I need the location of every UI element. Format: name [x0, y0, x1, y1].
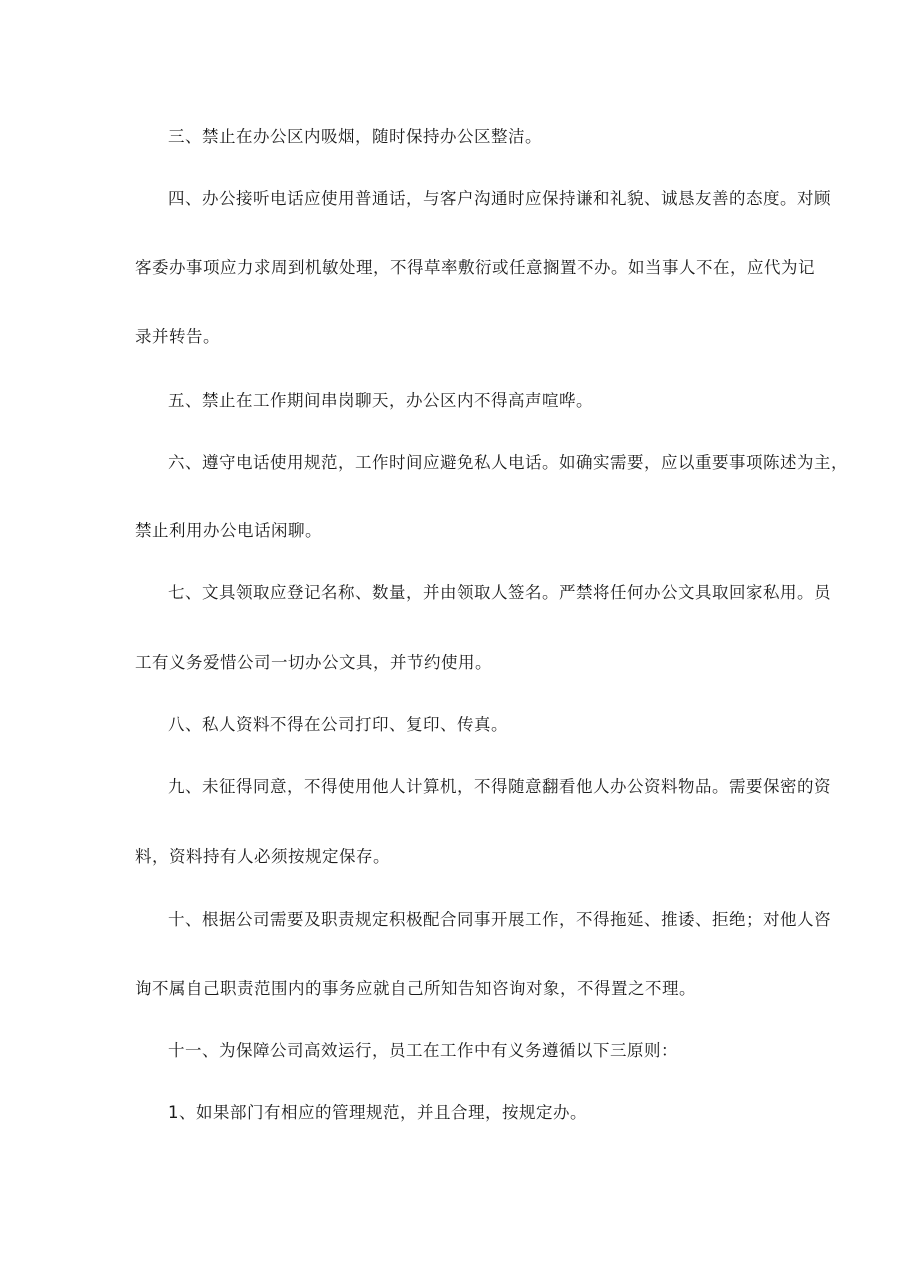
- paragraph-line: 1、如果部门有相应的管理规范，并且合理，按规定办。: [168, 1103, 587, 1122]
- paragraph-line: 八、私人资料不得在公司打印、复印、传真。: [168, 715, 508, 734]
- paragraph-line: 七、文具领取应登记名称、数量，并由领取人签名。严禁将任何办公文具取回家私用。员: [168, 583, 831, 602]
- paragraph-line: 工有义务爱惜公司一切办公文具，并节约使用。: [135, 653, 492, 672]
- paragraph-line: 禁止利用办公电话闲聊。: [135, 521, 322, 540]
- paragraph-line: 十、根据公司需要及职责规定积极配合同事开展工作，不得拖延、推诿、拒绝；对他人咨: [168, 910, 831, 929]
- paragraph-line: 客委办事项应力求周到机敏处理，不得草率敷衍或任意搁置不办。如当事人不在，应代为记: [135, 258, 815, 277]
- paragraph-line: 料，资料持有人必须按规定保存。: [135, 847, 390, 866]
- paragraph-line: 五、禁止在工作期间串岗聊天，办公区内不得高声喧哗。: [168, 391, 593, 410]
- paragraph-line: 录并转告。: [135, 327, 220, 346]
- paragraph-line: 四、办公接听电话应使用普通话，与客户沟通时应保持谦和礼貌、诚恳友善的态度。对顾: [168, 189, 831, 208]
- paragraph-line: 九、未征得同意，不得使用他人计算机，不得随意翻看他人办公资料物品。需要保密的资: [168, 777, 831, 796]
- paragraph-line: 询不属自己职责范围内的事务应就自己所知告知咨询对象，不得置之不理。: [135, 979, 696, 998]
- paragraph-line: 三、禁止在办公区内吸烟，随时保持办公区整洁。: [168, 127, 542, 146]
- paragraph-line: 十一、为保障公司高效运行，员工在工作中有义务遵循以下三原则：: [168, 1041, 678, 1060]
- paragraph-line: 六、遵守电话使用规范，工作时间应避免私人电话。如确实需要，应以重要事项陈述为主，: [168, 453, 848, 472]
